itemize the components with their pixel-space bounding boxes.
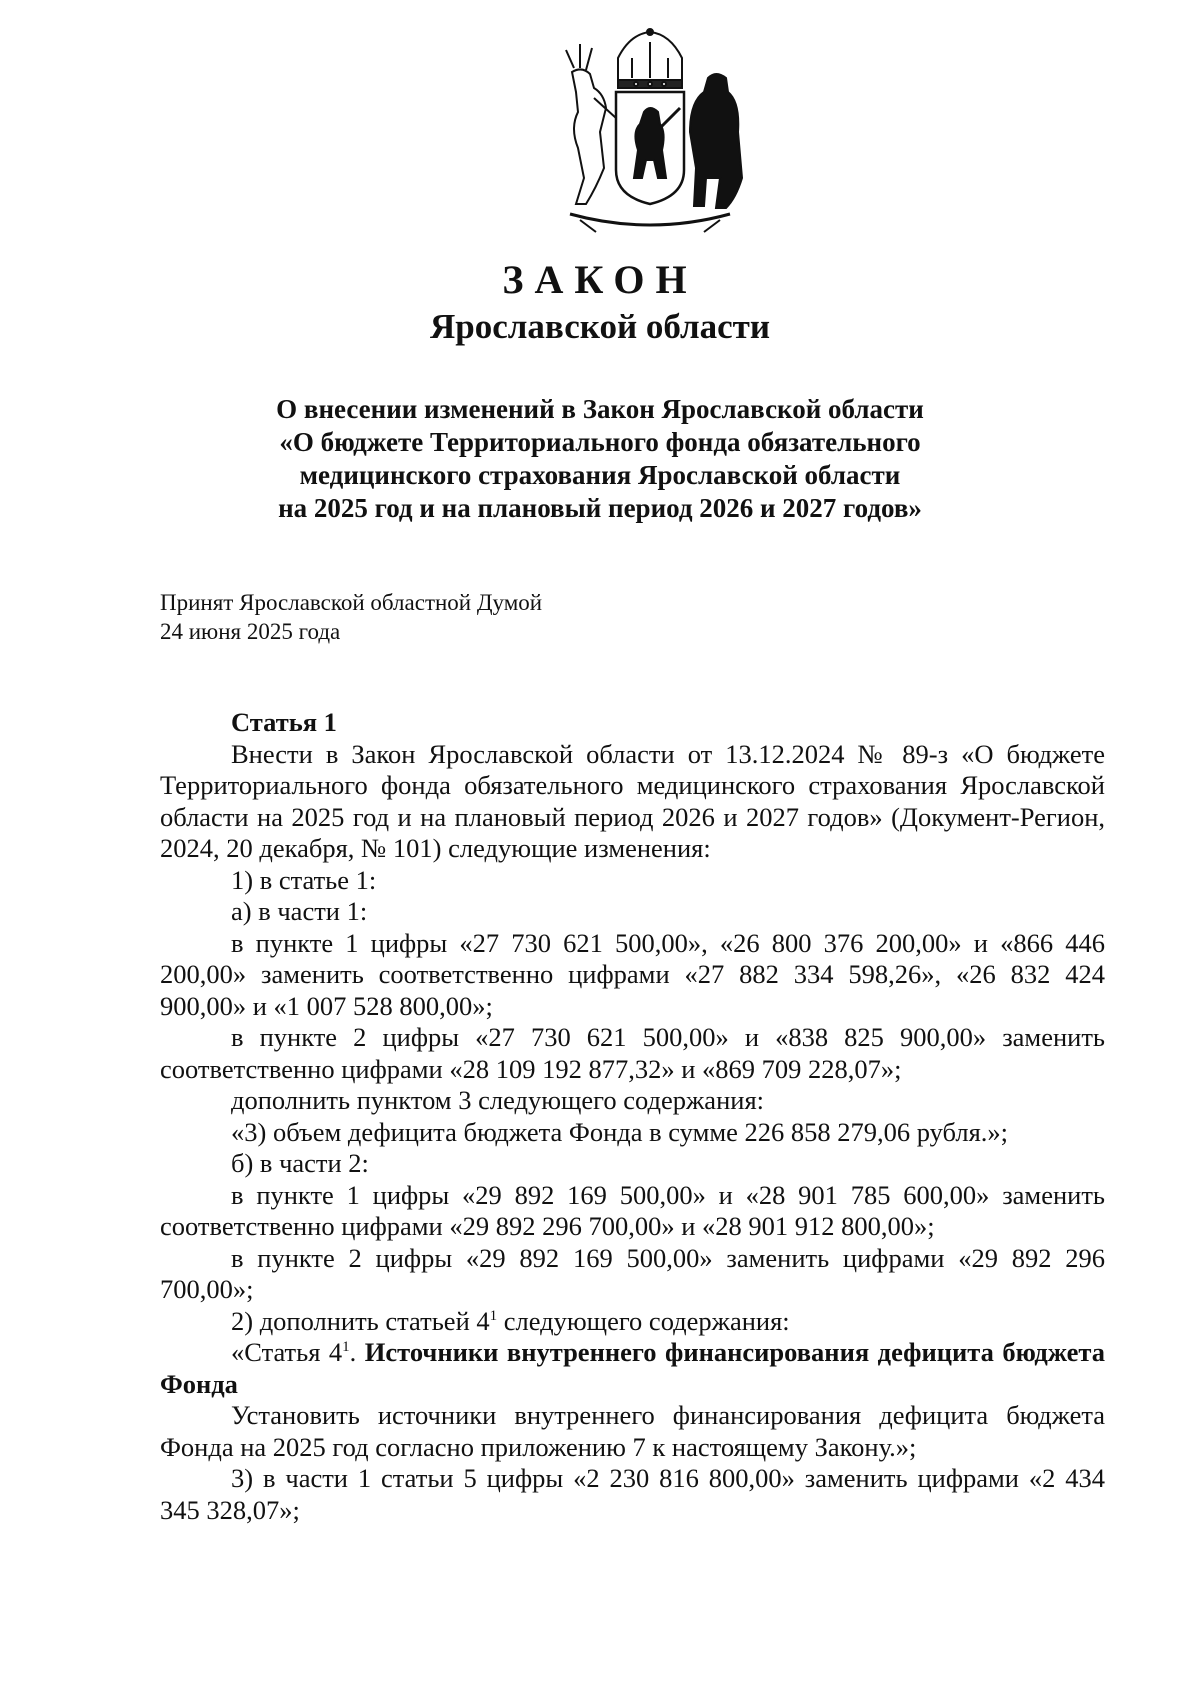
article-intro: Внести в Закон Ярославской области от 13.12.2024 № 89-з «О бюджете Территориального фонда обязательного медицинского страхования Ярославской области на 2025 год и на плановый период 2026 и 2027 годов» (Документ-Регион, 2024, 20 декабря, № 101) следующие изменения: xyxy=(160,738,1105,863)
adoption-date: 24 июня 2025 года xyxy=(160,619,341,644)
superscript: 1 xyxy=(342,1339,350,1356)
law-region: Ярославской области xyxy=(429,307,771,346)
text-span: . xyxy=(349,1337,365,1367)
law-body xyxy=(160,707,1105,1526)
new-article-heading xyxy=(160,1337,1105,1400)
subject-line: О внесении изменений в Закон Ярославской области xyxy=(276,394,924,424)
coat-of-arms-yaroslavl-emblem xyxy=(540,28,760,236)
list-item xyxy=(160,1306,1105,1338)
list-item: в пункте 2 цифры «27 730 621 500,00» и «838 825 900,00» заменить соответственно цифрами «28 109 192 877,32» и «869 709 228,07»; xyxy=(160,1022,1105,1084)
text-span: «Статья 4 xyxy=(231,1337,343,1367)
list-item: в пункте 2 цифры «29 892 169 500,00» заменить цифрами «29 892 296 700,00»; xyxy=(160,1242,1105,1304)
list-item: 3) в части 1 статьи 5 цифры «2 230 816 800,00» заменить цифрами «2 434 345 328,07»; xyxy=(160,1463,1105,1525)
list-item: в пункте 1 цифры «29 892 169 500,00» и «28 901 785 600,00» заменить соответственно цифрами «29 892 296 700,00» и «28 901 912 800,00»; xyxy=(160,1179,1105,1241)
list-item: в пункте 1 цифры «27 730 621 500,00», «26 800 376 200,00» и «866 446 200,00» заменить соответственно цифрами «27 882 334 598,26», «26 832 424 900,00» и «1 007 528 800,00»; xyxy=(160,927,1105,1021)
adoption-note xyxy=(160,588,542,646)
new-article-title: Источники внутреннего финансирования дефицита бюджета Фонда xyxy=(160,1337,1105,1399)
subject-line: медицинского страхования Ярославской области xyxy=(299,460,901,490)
list-item: 1) в статье 1: xyxy=(231,864,377,895)
list-item: Установить источники внутреннего финансирования дефицита бюджета Фонда на 2025 год согласно приложению 7 к настоящему Закону.»; xyxy=(160,1400,1105,1462)
text-span: следующего содержания: xyxy=(497,1305,790,1336)
list-item: дополнить пунктом 3 следующего содержания: xyxy=(231,1085,764,1115)
law-subject xyxy=(150,393,1050,525)
text-span: 2) дополнить статьей 4 xyxy=(231,1305,490,1336)
adoption-body: Принят Ярославской областной Думой xyxy=(160,590,543,615)
subject-line: на 2025 год и на плановый период 2026 и 2027 годов» xyxy=(278,493,922,523)
superscript: 1 xyxy=(489,1307,498,1324)
list-item: б) в части 2: xyxy=(231,1148,369,1178)
law-title: ЗАКОН xyxy=(502,257,698,302)
article-heading: Статья 1 xyxy=(231,707,337,737)
list-item: «3) объем дефицита бюджета Фонда в сумме 226 858 279,06 рубля.»; xyxy=(231,1116,1009,1147)
list-item: а) в части 1: xyxy=(231,896,368,926)
subject-line: «О бюджете Территориального фонда обязательного xyxy=(279,427,921,457)
